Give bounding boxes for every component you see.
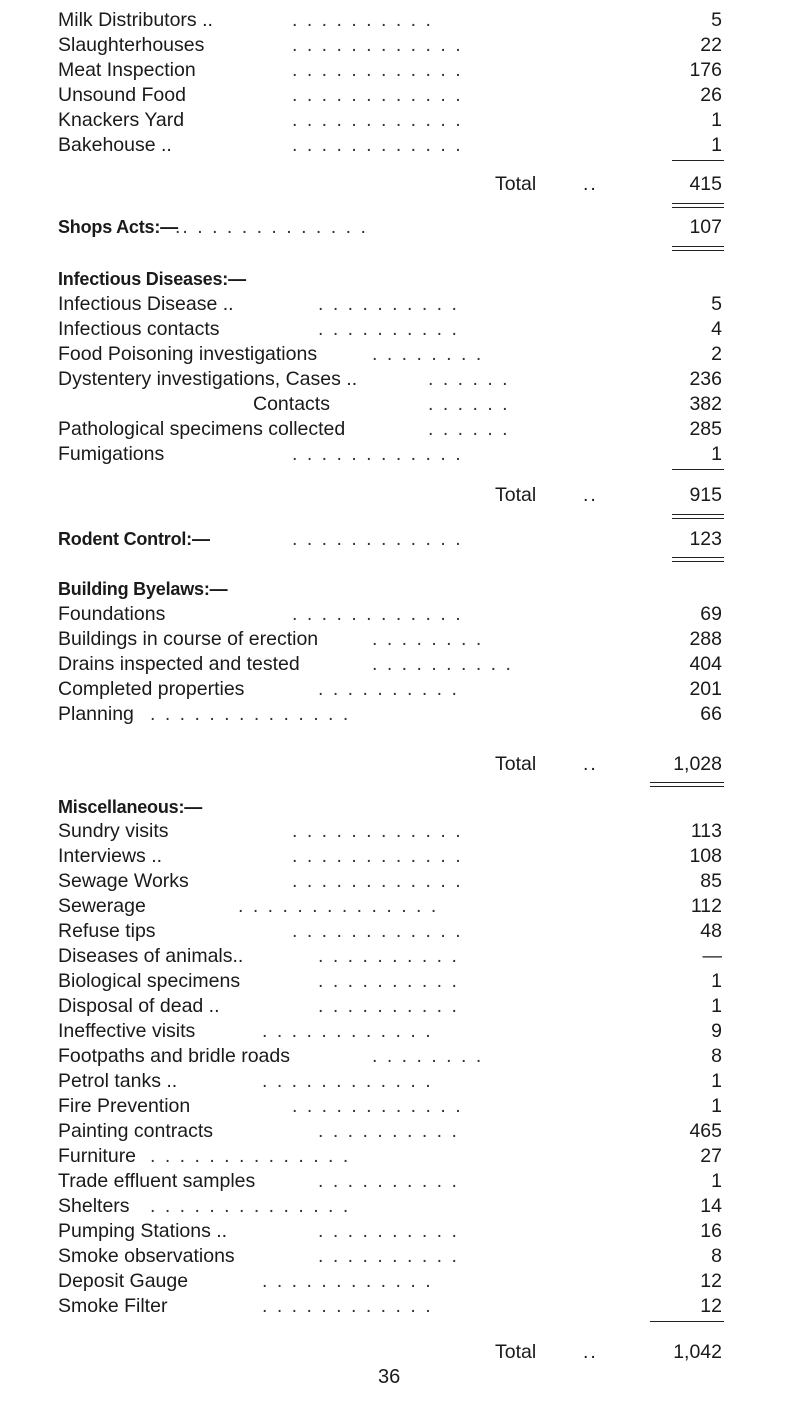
row-label: Bakehouse .. xyxy=(58,134,172,156)
row-label: Contacts xyxy=(253,393,330,415)
row-label: Infectious Disease .. xyxy=(58,293,234,315)
leader-dots: . . . . . . . . . . xyxy=(318,1220,459,1242)
row-value: 123 xyxy=(689,528,722,550)
leader-dots: . . . . . . . . . . . . . . xyxy=(150,1145,351,1167)
row-value: 236 xyxy=(689,368,722,390)
double-rule xyxy=(672,514,724,515)
list-item xyxy=(0,677,800,701)
double-rule xyxy=(672,246,724,247)
row-label: Footpaths and bridle roads xyxy=(58,1045,290,1067)
double-rule xyxy=(672,250,724,251)
row-label: Trade effluent samples xyxy=(58,1170,256,1192)
leader-dots: . . . . . . . . . . . . xyxy=(292,34,463,56)
section-heading-row xyxy=(0,577,800,601)
row-label: Interviews .. xyxy=(58,845,163,867)
total-label: Total xyxy=(495,753,537,775)
table-row xyxy=(0,1194,800,1218)
leader-dots: . . . . . . . . . . . . xyxy=(292,528,463,550)
row-value: 26 xyxy=(700,84,722,106)
total-label: Total xyxy=(495,1341,537,1363)
table-row xyxy=(0,1269,800,1293)
leader-dots: . . . . . . . . xyxy=(372,343,484,365)
row-label: Foundations xyxy=(58,603,166,625)
leader-dots: . . . . . . . . . . xyxy=(318,1170,459,1192)
sum-rule xyxy=(672,160,724,161)
leader-dots: . . . . . . . . . . . . xyxy=(292,59,463,81)
row-label: Furniture xyxy=(58,1145,137,1167)
leader-dots: . . . . . . . . . . . . xyxy=(292,109,463,131)
row-label: Food Poisoning investigations xyxy=(58,343,318,365)
table-row xyxy=(0,1169,800,1193)
table-row xyxy=(0,1094,800,1118)
section-heading: Building Byelaws:— xyxy=(58,579,228,599)
row-value: 176 xyxy=(689,59,722,81)
row-value: 2 xyxy=(711,343,722,365)
row-value: 108 xyxy=(689,845,722,867)
leader-dots: . . . . . . . . . . . . xyxy=(262,1270,433,1292)
row-label: Unsound Food xyxy=(58,84,186,106)
row-value: 4 xyxy=(711,318,722,340)
row-label: Drains inspected and tested xyxy=(58,653,300,675)
leader-dots: . . . . . . . . . . . . xyxy=(292,820,463,842)
table-row xyxy=(0,894,800,918)
double-rule xyxy=(672,557,724,558)
leader-dots: . . . . . . . . . . xyxy=(318,1120,459,1142)
double-rule xyxy=(672,203,724,204)
row-label: Ineffective visits xyxy=(58,1020,196,1042)
sum-rule xyxy=(650,1321,724,1322)
table-row xyxy=(0,819,800,843)
total-value: 415 xyxy=(689,173,722,195)
list-item xyxy=(0,627,800,651)
leader-dots: . . . . . . . . . . xyxy=(318,970,459,992)
row-label: Petrol tanks .. xyxy=(58,1070,178,1092)
row-label: Refuse tips xyxy=(58,920,156,942)
list-item xyxy=(0,602,800,626)
leader-dots: . . . . . . . . . . . . . . xyxy=(150,703,351,725)
table-row xyxy=(0,1144,800,1168)
leader-dots: . . . . . . xyxy=(428,393,510,415)
total-row xyxy=(0,1340,800,1364)
row-value: 5 xyxy=(711,9,722,31)
table-row xyxy=(0,1294,800,1318)
row-label: Infectious contacts xyxy=(58,318,220,340)
total-value: 1,042 xyxy=(673,1341,722,1363)
leader-dots: .. . . . . . . . . . . . . xyxy=(175,216,368,238)
row-label: Biological specimens xyxy=(58,970,241,992)
leader-dots: . . . . . . . . . . xyxy=(318,293,459,315)
leader-dots: .. xyxy=(583,484,598,506)
leader-dots: . . . . . . . . xyxy=(372,628,484,650)
list-item xyxy=(0,417,800,441)
section-heading: Miscellaneous:— xyxy=(58,797,203,817)
leader-dots: . . . . . . . . . . . . xyxy=(292,603,463,625)
row-value: 22 xyxy=(700,34,722,56)
total-row xyxy=(0,483,800,507)
leader-dots: . . . . . . . . . . . . xyxy=(292,920,463,942)
list-item xyxy=(0,8,800,32)
row-label: Meat Inspection xyxy=(58,59,196,81)
leader-dots: .. xyxy=(583,1341,598,1363)
leader-dots: . . . . . . . . . . xyxy=(372,653,513,675)
page-number: 36 xyxy=(378,1366,401,1388)
row-value: 69 xyxy=(700,603,722,625)
list-item xyxy=(0,58,800,82)
list-item xyxy=(0,33,800,57)
row-value: 1 xyxy=(711,134,722,156)
row-label: Milk Distributors .. xyxy=(58,9,213,31)
total-label: Total xyxy=(495,484,537,506)
leader-dots: . . . . . . . . . . . . xyxy=(262,1070,433,1092)
leader-dots: .. xyxy=(583,173,598,195)
row-value: 12 xyxy=(700,1270,722,1292)
row-value: 12 xyxy=(700,1295,722,1317)
double-rule xyxy=(672,518,724,519)
list-item xyxy=(0,292,800,316)
leader-dots: . . . . . . . . . . . . xyxy=(292,134,463,156)
table-row xyxy=(0,1244,800,1268)
row-value: 14 xyxy=(700,1195,722,1217)
total-label: Total xyxy=(495,173,537,195)
row-value: 66 xyxy=(700,703,722,725)
leader-dots: . . . . . . . . . . . . xyxy=(292,870,463,892)
table-row xyxy=(0,1044,800,1068)
list-item xyxy=(0,392,800,416)
table-row xyxy=(0,994,800,1018)
row-label: Buildings in course of erection xyxy=(58,628,319,650)
row-value: 201 xyxy=(689,678,722,700)
row-label: Smoke observations xyxy=(58,1245,235,1267)
section-heading-row xyxy=(0,267,800,291)
row-label: Sewerage xyxy=(58,895,146,917)
leader-dots: . . . . . . . . . . . . xyxy=(292,443,463,465)
leader-dots: . . . . . . . . . . . . . . xyxy=(238,895,439,917)
row-value: 8 xyxy=(711,1045,722,1067)
row-label: Slaughterhouses xyxy=(58,34,205,56)
row-value: 404 xyxy=(689,653,722,675)
leader-dots: . . . . . . . . . . . . xyxy=(292,1095,463,1117)
leader-dots: . . . . . . . . . . xyxy=(318,945,459,967)
row-value: 27 xyxy=(700,1145,722,1167)
section-heading-row xyxy=(0,795,800,819)
leader-dots: . . . . . . . . . . . . xyxy=(262,1295,433,1317)
row-value: 8 xyxy=(711,1245,722,1267)
row-label: Smoke Filter xyxy=(58,1295,168,1317)
leader-dots: . . . . . . . . . . . . xyxy=(262,1020,433,1042)
list-item xyxy=(0,652,800,676)
row-label: Deposit Gauge xyxy=(58,1270,189,1292)
row-label: Diseases of animals.. xyxy=(58,945,244,967)
row-value: 465 xyxy=(689,1120,722,1142)
table-row xyxy=(0,944,800,968)
section-heading: Rodent Control:— xyxy=(58,529,210,549)
row-label: Planning xyxy=(58,703,134,725)
section-heading: Infectious Diseases:— xyxy=(58,269,246,289)
row-label: Dystentery investigations, Cases .. xyxy=(58,368,358,390)
row-label: Painting contracts xyxy=(58,1120,214,1142)
row-label: Pumping Stations .. xyxy=(58,1220,228,1242)
row-value: 9 xyxy=(711,1020,722,1042)
leader-dots: . . . . . . . . . . xyxy=(318,318,459,340)
row-label: Disposal of dead .. xyxy=(58,995,220,1017)
table-row xyxy=(0,869,800,893)
row-value: 85 xyxy=(700,870,722,892)
list-item xyxy=(0,133,800,157)
list-item xyxy=(0,367,800,391)
row-value: 113 xyxy=(690,820,722,842)
leader-dots: . . . . . . . . . . xyxy=(292,9,433,31)
table-row xyxy=(0,969,800,993)
row-value: — xyxy=(702,945,722,967)
leader-dots: . . . . . . . . . . . . xyxy=(292,845,463,867)
list-item xyxy=(0,527,800,551)
leader-dots: . . . . . . . . . . xyxy=(318,678,459,700)
row-label: Completed properties xyxy=(58,678,245,700)
row-value: 285 xyxy=(689,418,722,440)
row-value: 1 xyxy=(711,1170,722,1192)
double-rule xyxy=(672,561,724,562)
leader-dots: . . . . . . xyxy=(428,418,510,440)
table-row xyxy=(0,844,800,868)
row-value: 1 xyxy=(711,443,722,465)
row-label: Pathological specimens collected xyxy=(58,418,346,440)
leader-dots: . . . . . . . . . . . . xyxy=(292,84,463,106)
row-value: 1 xyxy=(711,995,722,1017)
row-value: 1 xyxy=(711,109,722,131)
row-label: Fire Prevention xyxy=(58,1095,191,1117)
leader-dots: . . . . . . . . . . xyxy=(318,1245,459,1267)
table-row xyxy=(0,1069,800,1093)
list-item xyxy=(0,215,800,239)
sum-rule xyxy=(672,469,724,470)
table-row xyxy=(0,1219,800,1243)
list-item xyxy=(0,108,800,132)
row-value: 112 xyxy=(690,895,722,917)
list-item xyxy=(0,317,800,341)
leader-dots: . . . . . . . . xyxy=(372,1045,484,1067)
total-row xyxy=(0,752,800,776)
total-row xyxy=(0,172,800,196)
leader-dots: . . . . . . xyxy=(428,368,510,390)
list-item xyxy=(0,702,800,726)
row-value: 107 xyxy=(689,216,722,238)
list-item xyxy=(0,442,800,466)
row-label: Sewage Works xyxy=(58,870,189,892)
total-value: 1,028 xyxy=(673,753,722,775)
double-rule xyxy=(650,782,724,783)
total-value: 915 xyxy=(689,484,722,506)
double-rule xyxy=(672,207,724,208)
row-value: 16 xyxy=(700,1220,722,1242)
row-value: 48 xyxy=(700,920,722,942)
leader-dots: .. xyxy=(583,753,598,775)
row-value: 1 xyxy=(711,970,722,992)
row-label: Knackers Yard xyxy=(58,109,185,131)
row-label: Fumigations xyxy=(58,443,165,465)
table-row xyxy=(0,1119,800,1143)
row-value: 382 xyxy=(689,393,722,415)
leader-dots: . . . . . . . . . . . . . . xyxy=(150,1195,351,1217)
row-value: 1 xyxy=(711,1070,722,1092)
list-item xyxy=(0,83,800,107)
row-label: Shelters xyxy=(58,1195,130,1217)
row-value: 1 xyxy=(711,1095,722,1117)
list-item xyxy=(0,342,800,366)
row-value: 288 xyxy=(689,628,722,650)
table-row xyxy=(0,1019,800,1043)
leader-dots: . . . . . . . . . . xyxy=(318,995,459,1017)
row-label: Sundry visits xyxy=(58,820,169,842)
table-row xyxy=(0,919,800,943)
double-rule xyxy=(650,786,724,787)
section-heading: Shops Acts:— xyxy=(58,217,178,237)
row-value: 5 xyxy=(711,293,722,315)
